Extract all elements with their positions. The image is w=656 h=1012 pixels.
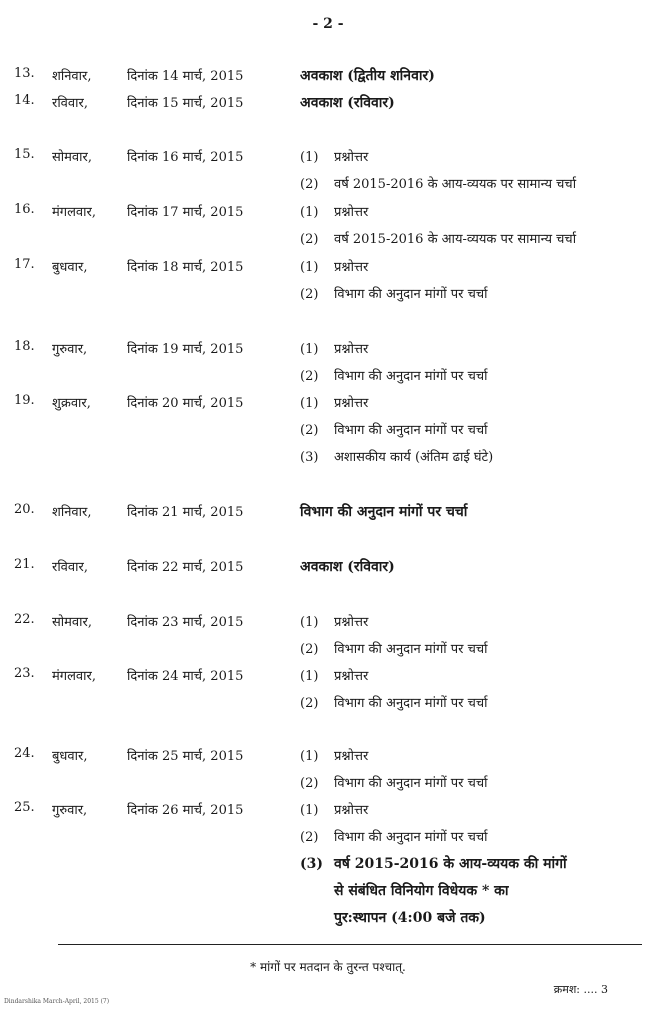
item-number: (3): [300, 856, 323, 872]
item-text: विभाग की अनुदान मांगों पर चर्चा: [300, 504, 468, 520]
entry-date: दिनांक 25 मार्च, 2015: [127, 749, 244, 764]
item-number: (1): [300, 396, 319, 411]
item-number: (1): [300, 615, 319, 630]
entry-day: शुक्रवार,: [52, 396, 91, 411]
entry-date: दिनांक 24 मार्च, 2015: [127, 669, 244, 684]
entry-item: [300, 393, 368, 411]
entry-number: 21.: [14, 557, 35, 572]
schedule-entry: [0, 66, 656, 93]
entry-line: [0, 800, 656, 827]
schedule-entry: [0, 202, 656, 256]
footnote: * मांगों पर मतदान के तुरन्त पश्चात्.: [250, 960, 406, 974]
item-text: वर्ष 2015-2016 के आय-व्ययक की मांगों: [334, 856, 567, 872]
entry-number: 14.: [14, 93, 35, 108]
entry-number: 19.: [14, 393, 35, 408]
item-number: (2): [300, 696, 319, 711]
entry-day: सोमवार,: [52, 150, 92, 165]
entry-number: 20.: [14, 502, 35, 517]
entry-line: [0, 202, 656, 229]
entry-item: [300, 773, 487, 791]
item-number: (2): [300, 830, 319, 845]
item-text: विभाग की अनुदान मांगों पर चर्चा: [334, 369, 488, 384]
schedule-entry: [0, 93, 656, 120]
item-number: (1): [300, 803, 319, 818]
item-text: विभाग की अनुदान मांगों पर चर्चा: [334, 696, 488, 711]
entry-day: बुधवार,: [52, 749, 88, 764]
schedule-entry: [0, 612, 656, 666]
item-text: प्रश्नोत्तर: [334, 205, 369, 220]
entry-item: [300, 202, 368, 220]
entry-line: [0, 746, 656, 773]
entry-day: शनिवार,: [52, 69, 92, 84]
entry-line: [0, 393, 656, 420]
item-text: विभाग की अनुदान मांगों पर चर्चा: [334, 642, 488, 657]
entry-item: [300, 693, 487, 711]
entry-item: [300, 420, 487, 438]
entry-number: 18.: [14, 339, 35, 354]
entry-date: दिनांक 17 मार्च, 2015: [127, 205, 244, 220]
item-text: अवकाश (रविवार): [300, 95, 395, 111]
entry-number: 17.: [14, 257, 35, 272]
entry-line: [0, 666, 656, 693]
entry-item: [300, 827, 487, 845]
entry-date: दिनांक 21 मार्च, 2015: [127, 505, 244, 520]
entry-item: [300, 66, 435, 85]
entry-item: [300, 257, 368, 275]
publication-tag: Dindarshika March-April, 2015 (7): [4, 998, 110, 1005]
entry-date: दिनांक 15 मार्च, 2015: [127, 96, 244, 111]
entry-item: [300, 854, 567, 873]
item-text: प्रश्नोत्तर: [334, 803, 369, 818]
entry-date: दिनांक 20 मार्च, 2015: [127, 396, 244, 411]
item-number: (2): [300, 642, 319, 657]
entry-number: 25.: [14, 800, 35, 815]
item-number: (2): [300, 232, 319, 247]
entry-number: 23.: [14, 666, 35, 681]
item-text: प्रश्नोत्तर: [334, 669, 369, 684]
entry-line: [0, 827, 656, 854]
entry-line: [0, 447, 656, 474]
item-text: वर्ष 2015-2016 के आय-व्ययक पर सामान्य चर्चा: [334, 232, 577, 247]
entry-item: [300, 746, 368, 764]
entry-item: [300, 557, 395, 576]
entry-day: गुरुवार,: [52, 803, 88, 818]
entry-line: [0, 612, 656, 639]
entry-item: [300, 93, 395, 112]
schedule-entry: [0, 800, 656, 935]
entry-day: बुधवार,: [52, 260, 88, 275]
entry-item: [300, 366, 487, 384]
entry-item: [300, 284, 487, 302]
entry-item: [300, 502, 467, 521]
entry-line: [0, 66, 656, 93]
item-text: विभाग की अनुदान मांगों पर चर्चा: [334, 287, 488, 302]
continued-note: क्रमश: .... 3: [553, 983, 608, 996]
entry-line: [0, 420, 656, 447]
entry-day: शनिवार,: [52, 505, 92, 520]
footer-divider: [58, 944, 642, 945]
entry-day: रविवार,: [52, 96, 88, 111]
entry-number: 22.: [14, 612, 35, 627]
entry-line: [0, 557, 656, 584]
entry-item: [300, 881, 509, 900]
item-text: अवकाश (रविवार): [300, 559, 395, 575]
item-text: वर्ष 2015-2016 के आय-व्ययक पर सामान्य चर्चा: [334, 177, 577, 192]
entry-day: रविवार,: [52, 560, 88, 575]
schedule-entry: [0, 557, 656, 584]
item-text: से संबंधित विनियोग विधेयक * का: [334, 883, 509, 899]
item-number: (2): [300, 423, 319, 438]
entry-line: [0, 366, 656, 393]
entry-number: 24.: [14, 746, 35, 761]
schedule-entry: [0, 257, 656, 311]
entry-line: [0, 147, 656, 174]
entry-line: [0, 284, 656, 311]
entry-day: मंगलवार,: [52, 205, 96, 220]
entry-number: 16.: [14, 202, 35, 217]
entry-date: दिनांक 14 मार्च, 2015: [127, 69, 244, 84]
item-text: प्रश्नोत्तर: [334, 260, 369, 275]
item-number: (2): [300, 177, 319, 192]
item-text: पुर:स्थापन (4:00 बजे तक): [334, 910, 486, 926]
entry-line: [0, 174, 656, 201]
schedule-entry: [0, 666, 656, 720]
item-text: प्रश्नोत्तर: [334, 749, 369, 764]
item-number: (1): [300, 260, 319, 275]
item-number: (1): [300, 342, 319, 357]
entry-date: दिनांक 26 मार्च, 2015: [127, 803, 244, 818]
item-text: प्रश्नोत्तर: [334, 396, 369, 411]
entry-number: 15.: [14, 147, 35, 162]
schedule-entry: [0, 147, 656, 201]
item-number: (2): [300, 287, 319, 302]
entry-date: दिनांक 22 मार्च, 2015: [127, 560, 244, 575]
entry-line: [0, 693, 656, 720]
schedule-entry: [0, 339, 656, 393]
entry-item: [300, 229, 576, 247]
entry-item: [300, 800, 368, 818]
schedule-entry: [0, 502, 656, 529]
entry-line: [0, 881, 656, 908]
entry-line: [0, 773, 656, 800]
item-number: (2): [300, 776, 319, 791]
entry-item: [300, 447, 493, 465]
item-text: विभाग की अनुदान मांगों पर चर्चा: [334, 776, 488, 791]
entry-line: [0, 502, 656, 529]
schedule-entry: [0, 746, 656, 800]
item-text: प्रश्नोत्तर: [334, 150, 369, 165]
entry-line: [0, 93, 656, 120]
item-text: अवकाश (द्वितीय शनिवार): [300, 68, 435, 84]
entry-item: [300, 666, 368, 684]
item-text: प्रश्नोत्तर: [334, 615, 369, 630]
schedule-entry: [0, 393, 656, 474]
entry-line: [0, 639, 656, 666]
item-number: (1): [300, 669, 319, 684]
item-text: अशासकीय कार्य (अंतिम ढाई घंटे): [334, 450, 494, 465]
entry-item: [300, 339, 368, 357]
entry-day: मंगलवार,: [52, 669, 96, 684]
entry-date: दिनांक 19 मार्च, 2015: [127, 342, 244, 357]
entry-date: दिनांक 23 मार्च, 2015: [127, 615, 244, 630]
entry-line: [0, 229, 656, 256]
entry-line: [0, 257, 656, 284]
item-number: (1): [300, 749, 319, 764]
item-number: (1): [300, 150, 319, 165]
item-number: (3): [300, 450, 319, 465]
item-number: (2): [300, 369, 319, 384]
entry-line: [0, 339, 656, 366]
entry-line: [0, 854, 656, 881]
item-text: विभाग की अनुदान मांगों पर चर्चा: [334, 830, 488, 845]
entry-item: [300, 639, 487, 657]
item-text: विभाग की अनुदान मांगों पर चर्चा: [334, 423, 488, 438]
entry-day: गुरुवार,: [52, 342, 88, 357]
entry-line: [0, 908, 656, 935]
entry-item: [300, 908, 486, 927]
page-number: - 2 -: [312, 16, 344, 32]
entry-date: दिनांक 16 मार्च, 2015: [127, 150, 244, 165]
entry-number: 13.: [14, 66, 35, 81]
entry-item: [300, 147, 368, 165]
entry-day: सोमवार,: [52, 615, 92, 630]
item-text: प्रश्नोत्तर: [334, 342, 369, 357]
item-number: (1): [300, 205, 319, 220]
entry-item: [300, 612, 368, 630]
entry-item: [300, 174, 576, 192]
entry-date: दिनांक 18 मार्च, 2015: [127, 260, 244, 275]
